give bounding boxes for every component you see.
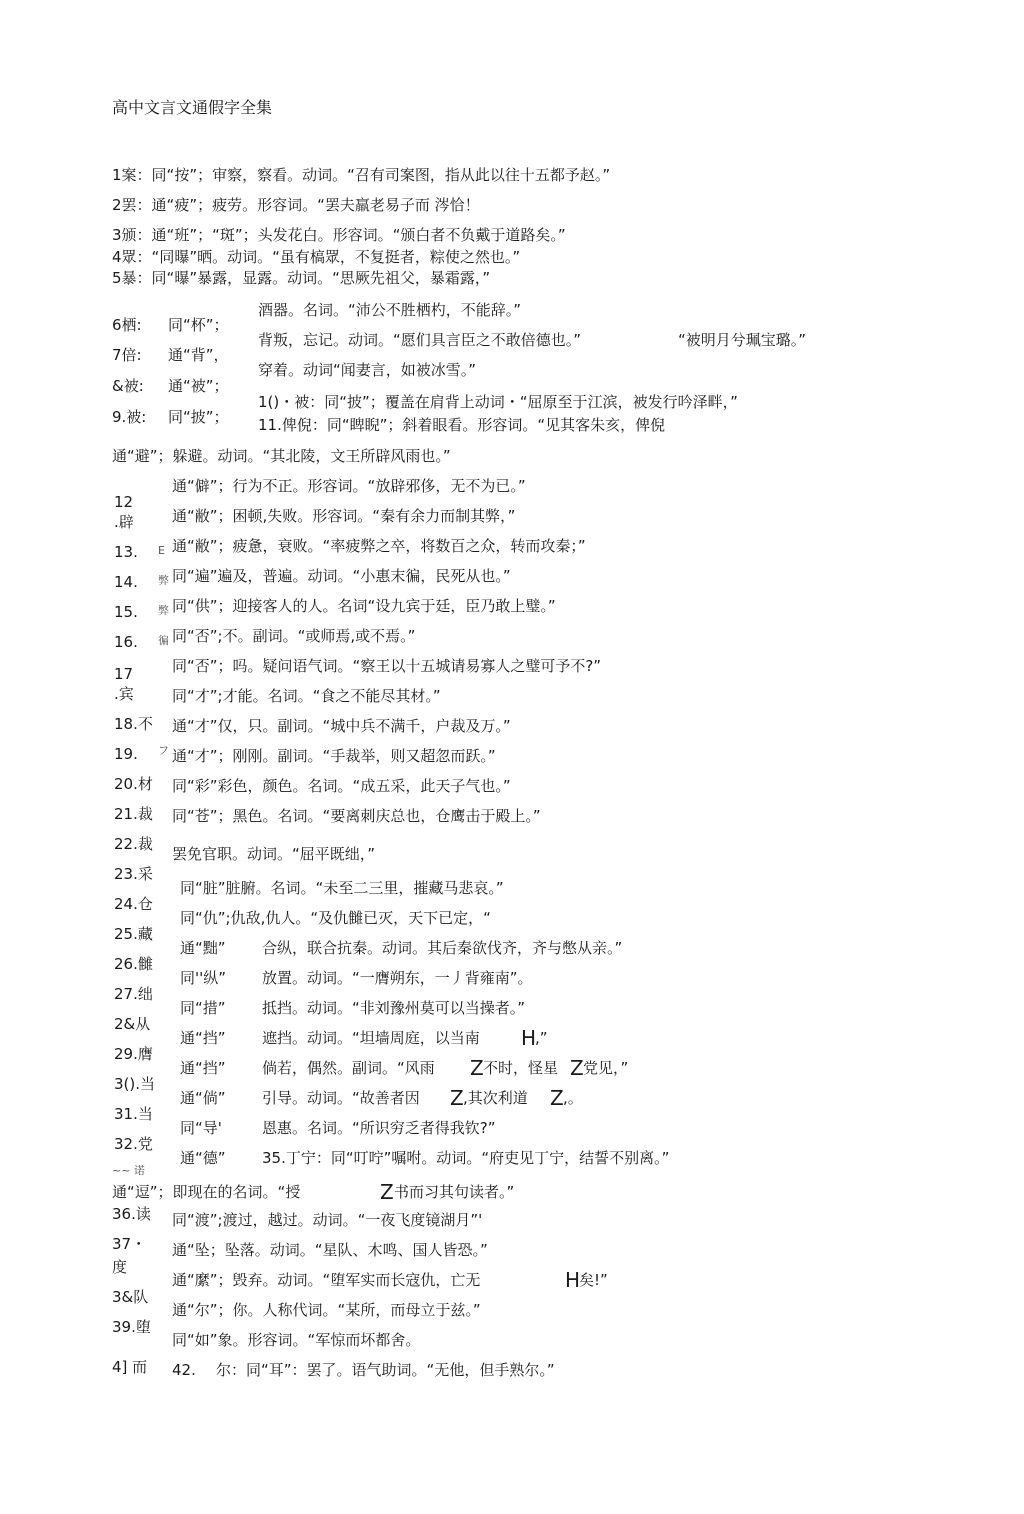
text-line-n8: .宾	[114, 685, 134, 703]
text-line-r12: 同“苍”；黑色。名词。“要离刺庆总也，仓鹰击于殿上。”	[172, 807, 541, 825]
text-line-n1: 12	[114, 493, 134, 511]
text-line-s5b: 抵挡。动词。“非刘豫州莫可以当操者。”	[262, 999, 526, 1017]
text-line-l07d: 通“背”，	[168, 346, 229, 364]
text-line-f3: 弊	[158, 604, 169, 617]
text-line-n14: 23.采	[114, 865, 153, 883]
text-line-l12: 通“避”；躲避。动词。“其北陵，文王所辟风雨也。”	[112, 447, 451, 465]
text-line-d1a: 36.读	[112, 1205, 151, 1223]
text-line-n12: 21.裁	[114, 805, 153, 823]
text-line-s9a: 同“导'	[180, 1119, 222, 1137]
text-line-l06a: 酒器。名词。“沛公不胜栖杓，不能辞。”	[258, 301, 522, 319]
text-line-r6: 同“否”;不。副词。“或师焉,或不焉。”	[172, 627, 416, 645]
text-line-n6: 16.	[114, 633, 138, 651]
text-line-n20: 29.膺	[114, 1045, 153, 1063]
text-line-d2b: 通“坠；坠落。动词。“星队、木鸣、国人皆恐。”	[172, 1241, 488, 1259]
text-line-d3c: 矣!”	[579, 1271, 608, 1289]
text-line-l04: 4眾：“同曝”晒。动词。“虽有槁眾，不复挺者，粽使之然也。”	[112, 248, 521, 266]
text-line-d5a: 39.堕	[112, 1318, 151, 1336]
text-line-f1: E	[158, 544, 165, 557]
text-line-s7f: 党见，”	[583, 1059, 629, 1077]
text-line-s6a: 通“挡”	[180, 1029, 226, 1047]
text-line-n2: .辟	[114, 513, 134, 531]
text-line-l06b: 6栖:	[112, 316, 142, 334]
text-line-s7d: 不时，怪星	[483, 1059, 559, 1077]
text-line-n15: 24.仓	[114, 895, 153, 913]
text-line-d6c: 尔：同“耳”：罢了。语气助词。“无他，但手熟尔。”	[216, 1361, 555, 1379]
text-line-s1a: 同“脏”脏腑。名词。“未至二三里，摧藏马悲哀。”	[180, 879, 504, 897]
text-line-s7b: 倘若，偶然。副词。“风雨	[262, 1059, 435, 1077]
text-line-s8e: Z	[550, 1086, 564, 1110]
text-line-n16: 25.藏	[114, 925, 153, 943]
text-line-l05: 5暴：同“曝”暴露，显露。动词。“思厥先祖父，暴霜露，”	[112, 269, 491, 287]
text-line-n7: 17	[114, 665, 134, 683]
text-line-l02: 2罢：通“疲”；疲劳。形容词。“罢夫羸老易子而 涔恰！	[112, 196, 480, 214]
text-line-r8: 同“才”;才能。名词。“食之不能尽其材。”	[172, 687, 441, 705]
text-line-s2a: 同“仇”;仇敌,仇人。“及仇雠已灭，天下已定，“	[180, 909, 491, 927]
text-line-r13: 罢免官职。动词。“屈平既绌，”	[172, 845, 376, 863]
text-line-l09c: 同“披”；	[168, 408, 229, 426]
text-line-n21: 3().当	[114, 1075, 156, 1093]
text-line-s10a: 通“德”	[180, 1149, 226, 1167]
text-line-r1: 通“僻”；行为不正。形容词。“放辟邪侈，无不为已。”	[172, 477, 526, 495]
text-line-s7c: Z	[470, 1056, 484, 1080]
text-line-l11: 11.俾倪：同“睥睨”；斜着眼看。形容词。“见其客朱亥，俾倪	[258, 416, 666, 434]
text-line-l09b: 9.被:	[112, 408, 147, 426]
text-line-s7e: Z	[570, 1056, 584, 1080]
text-line-d3a: 通“縻”；毁弃。动词。“堕军实而长寇仇，亡无	[172, 1271, 481, 1289]
text-line-s6d: ,”	[535, 1029, 548, 1047]
text-line-s8b: 引导。动词。“故善者因	[262, 1089, 420, 1107]
text-line-l07a: 背叛，忘记。动词。“愿们具言臣之不敢倍德也。”	[258, 331, 582, 349]
text-line-r3: 通“敝”；疲惫，衰败。“率疲弊之卒，将数百之众，转而攻秦；”	[172, 537, 586, 555]
text-line-s7a: 通“挡”	[180, 1059, 226, 1077]
text-line-cut: ~~ 诺	[112, 1164, 145, 1177]
text-line-d4a: 3&队	[112, 1288, 149, 1306]
text-line-n9: 18.不	[114, 715, 153, 733]
text-line-d6a: 4] 而	[112, 1358, 148, 1376]
text-line-s6b: 遮挡。动词。“坦墙周庭，以当南	[262, 1029, 480, 1047]
text-line-n11: 20.材	[114, 775, 153, 793]
text-line-n5: 15.	[114, 603, 138, 621]
text-line-r4: 同“遍”遍及，普遍。动词。“小惠末徧，民死从也。”	[172, 567, 511, 585]
text-line-s3b: 合纵，联合抗秦。动词。其后秦欲伐齐，齐与憋从亲。”	[262, 939, 623, 957]
text-line-s8d: ,其次利道	[463, 1089, 528, 1107]
text-line-s9b: 恩惠。名词。“所识穷乏者得我钦?”	[262, 1119, 496, 1137]
text-line-s3a: 通“黜”	[180, 939, 226, 957]
text-line-l08c: 通“被”；	[168, 377, 229, 395]
text-line-s8f: ,。	[563, 1089, 583, 1107]
text-line-n18: 27.绌	[114, 985, 153, 1003]
text-line-d0b: Z	[380, 1180, 394, 1204]
text-line-s10b: 35.丁宁：同“叮咛”嘱咐。动词。“府吏见丁宁，结誓不别离。”	[262, 1149, 670, 1167]
text-line-d0a: 通“逗”；即现在的名词。“授	[112, 1183, 301, 1201]
text-line-r7: 同“否”；吗。疑问语气词。“察王以十五城请易寡人之璧可予不?”	[172, 657, 602, 675]
text-line-s4a: 同''纵”	[180, 969, 227, 987]
text-line-s8c: Z	[450, 1086, 464, 1110]
text-line-r9: 通“才”仅，只。副词。“城中兵不满千，户裁及万。”	[172, 717, 511, 735]
text-line-s8a: 通“倘”	[180, 1089, 226, 1107]
text-line-r5: 同“供”；迎接客人的人。名词“设九宾于廷，臣乃敢上璧。”	[172, 597, 556, 615]
text-line-l09a: 1()・被：同“披”；覆盖在肩背上动词・“屈原至于江滨，被发行吟泽畔，”	[258, 393, 738, 411]
text-line-r10: 通“才”；刚刚。副词。“手裁举，则又超忽而跃。”	[172, 747, 496, 765]
text-line-s4b: 放置。动词。“一膺朔东，一丿背雍南”。	[262, 969, 533, 987]
text-line-f2: 弊	[158, 574, 169, 587]
text-line-n3: 13.	[114, 543, 138, 561]
text-line-f4: 徧	[158, 634, 169, 647]
text-line-d4b: 通“尔”；你。人称代词。“某所，而母立于兹。”	[172, 1301, 481, 1319]
text-line-d5b: 同“如”象。形容词。“军惊而坏都舍。	[172, 1331, 421, 1349]
text-line-n23: 32.党	[114, 1135, 153, 1153]
text-line-r11: 同“彩”彩色，颜色。名词。“成五采，此天子气也。”	[172, 777, 511, 795]
text-line-l08a: 穿着。动词“闻妻言，如被冰雪。”	[258, 361, 477, 379]
page-title: 高中文言文通假字全集	[112, 98, 273, 117]
text-line-n13: 22.裁	[114, 835, 153, 853]
text-line-l07c: 7倍:	[112, 346, 142, 364]
text-line-d2a: 37・	[112, 1235, 147, 1253]
text-line-s5a: 同“措”	[180, 999, 226, 1017]
text-line-d1b: 同“渡”;渡过，越过。动词。“一夜飞度镜湖月”'	[172, 1211, 483, 1229]
text-line-f5: フ	[158, 744, 169, 757]
text-line-r2: 通“敝”；困顿,失败。形容词。“秦有余力而制其弊，”	[172, 507, 516, 525]
text-line-s6c: H	[521, 1026, 537, 1050]
text-line-l06c: 同“杯”；	[168, 316, 229, 334]
text-line-n19: 2&从	[114, 1015, 151, 1033]
text-line-d0c: 书而习其句读者。”	[394, 1183, 515, 1201]
text-line-n10: 19.	[114, 745, 138, 763]
text-line-l01: 1案：同“按”；审察，察看。动词。“召有司案图，指从此以往十五都予赵。”	[112, 166, 611, 184]
text-line-n22: 31.当	[114, 1105, 153, 1123]
text-line-n17: 26.雠	[114, 955, 153, 973]
text-line-d6b: 42.	[172, 1361, 196, 1379]
text-line-n4: 14.	[114, 573, 138, 591]
text-line-l03: 3颁：通“班”；“斑”；头发花白。形容词。“颁白者不负戴于道路矣。”	[112, 226, 566, 244]
text-line-d3b: H	[565, 1268, 581, 1292]
text-line-l08b: &被:	[112, 377, 144, 395]
text-line-l07b: “被明月兮珮宝璐。”	[678, 331, 807, 349]
text-line-d2c: 度	[112, 1258, 128, 1276]
